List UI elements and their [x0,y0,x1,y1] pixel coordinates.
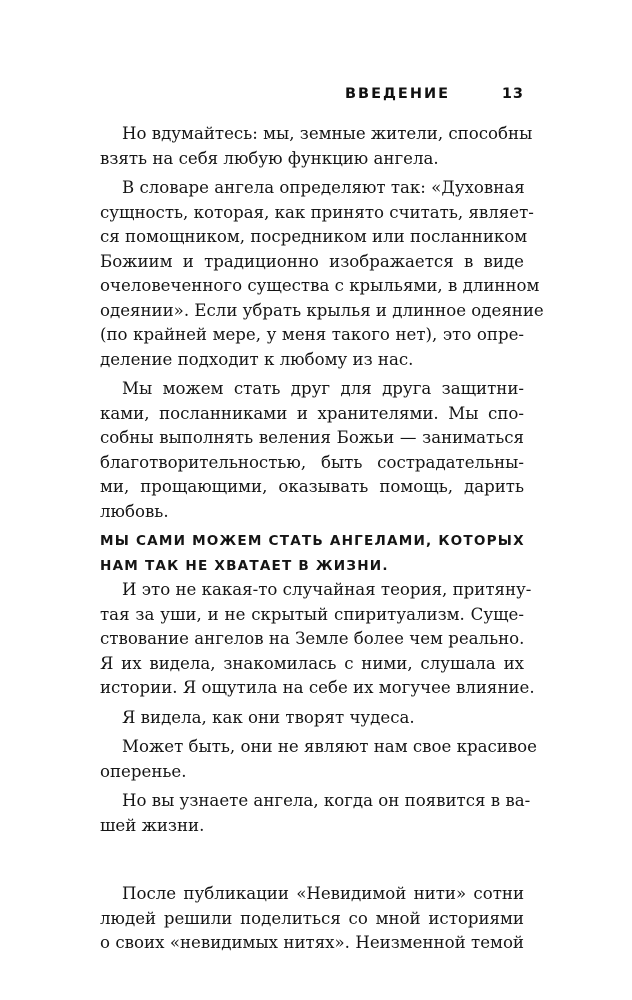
paragraph [100,377,524,524]
paragraph [100,789,531,838]
text-line: Я видела, как они творят чудеса. [122,707,415,727]
text-line: Я их видела, знакомилась с ними, слушала их [100,653,524,673]
text-line: ся помощником, посредником или посланником [100,227,528,246]
text-line: Но вы узнаете ангела, когда он появится в ва- [122,791,531,810]
text-line: шей жизни. [100,815,205,835]
text-line: одеянии». Если убрать крылья и длинное одеяние [100,300,544,320]
text-line: Но вдумайтесь: мы, земные жители, способны [122,124,533,143]
text-line: И это не какая-то случайная теория, притяну- [122,580,532,599]
text-line: Может быть, они не являют нам свое красивое [122,737,537,756]
text-line: взять на себя любую функцию ангела. [100,148,439,168]
text-line: ками, посланниками и хранителями. Мы спо- [100,403,524,423]
emphasis-statement [100,529,524,578]
text-line: любовь. [100,501,169,521]
text-line: сущность, которая, как принято считать, являет- [100,202,534,222]
text-line: оперенье. [100,761,187,781]
emphasis-line: НАМ ТАК НЕ ХВАТАЕТ В ЖИЗНИ. [100,557,389,574]
text-line: В словаре ангела определяют так: «Духовная [122,178,525,197]
paragraph [100,882,524,956]
text-line: собны выполнять веления Божьи — заниматься [100,428,524,447]
body-text [100,122,544,956]
text-line: Божиим и традиционно изображается в виде [100,251,524,271]
text-line: благотворительностью, быть сострадательны- [100,452,524,472]
paragraph [100,735,537,784]
text-line: (по крайней мере, у меня такого нет), это опре- [100,325,524,344]
paragraph [100,176,544,372]
text-line: тая за уши, и не скрытый спиритуализм. Суще- [100,604,524,624]
text-line: людей решили поделиться со мной историями [100,908,524,928]
text-line: деление подходит к любому из нас. [100,349,414,369]
text-line: ми, прощающими, оказывать помощь, дарить [100,477,524,496]
text-line: очеловеченного существа с крыльями, в длинном [100,276,540,295]
running-head [100,86,524,106]
text-line: Мы можем стать друг для друга защитни- [122,379,524,398]
text-line: После публикации «Невидимой нити» сотни [122,884,524,903]
paragraph [100,578,535,701]
text-line: ствование ангелов на Земле более чем реально. [100,629,525,648]
emphasis-line: МЫ САМИ МОЖЕМ СТАТЬ АНГЕЛАМИ, КОТОРЫХ [100,533,525,549]
text-line: о своих «невидимых нитях». Неизменной темой [100,933,524,952]
paragraph [100,706,524,731]
page-number: 13 [501,86,524,102]
section-title: ВВЕДЕНИЕ [344,86,450,102]
paragraph [100,122,533,171]
text-line: истории. Я ощутила на себе их могучее влияние. [100,678,535,697]
